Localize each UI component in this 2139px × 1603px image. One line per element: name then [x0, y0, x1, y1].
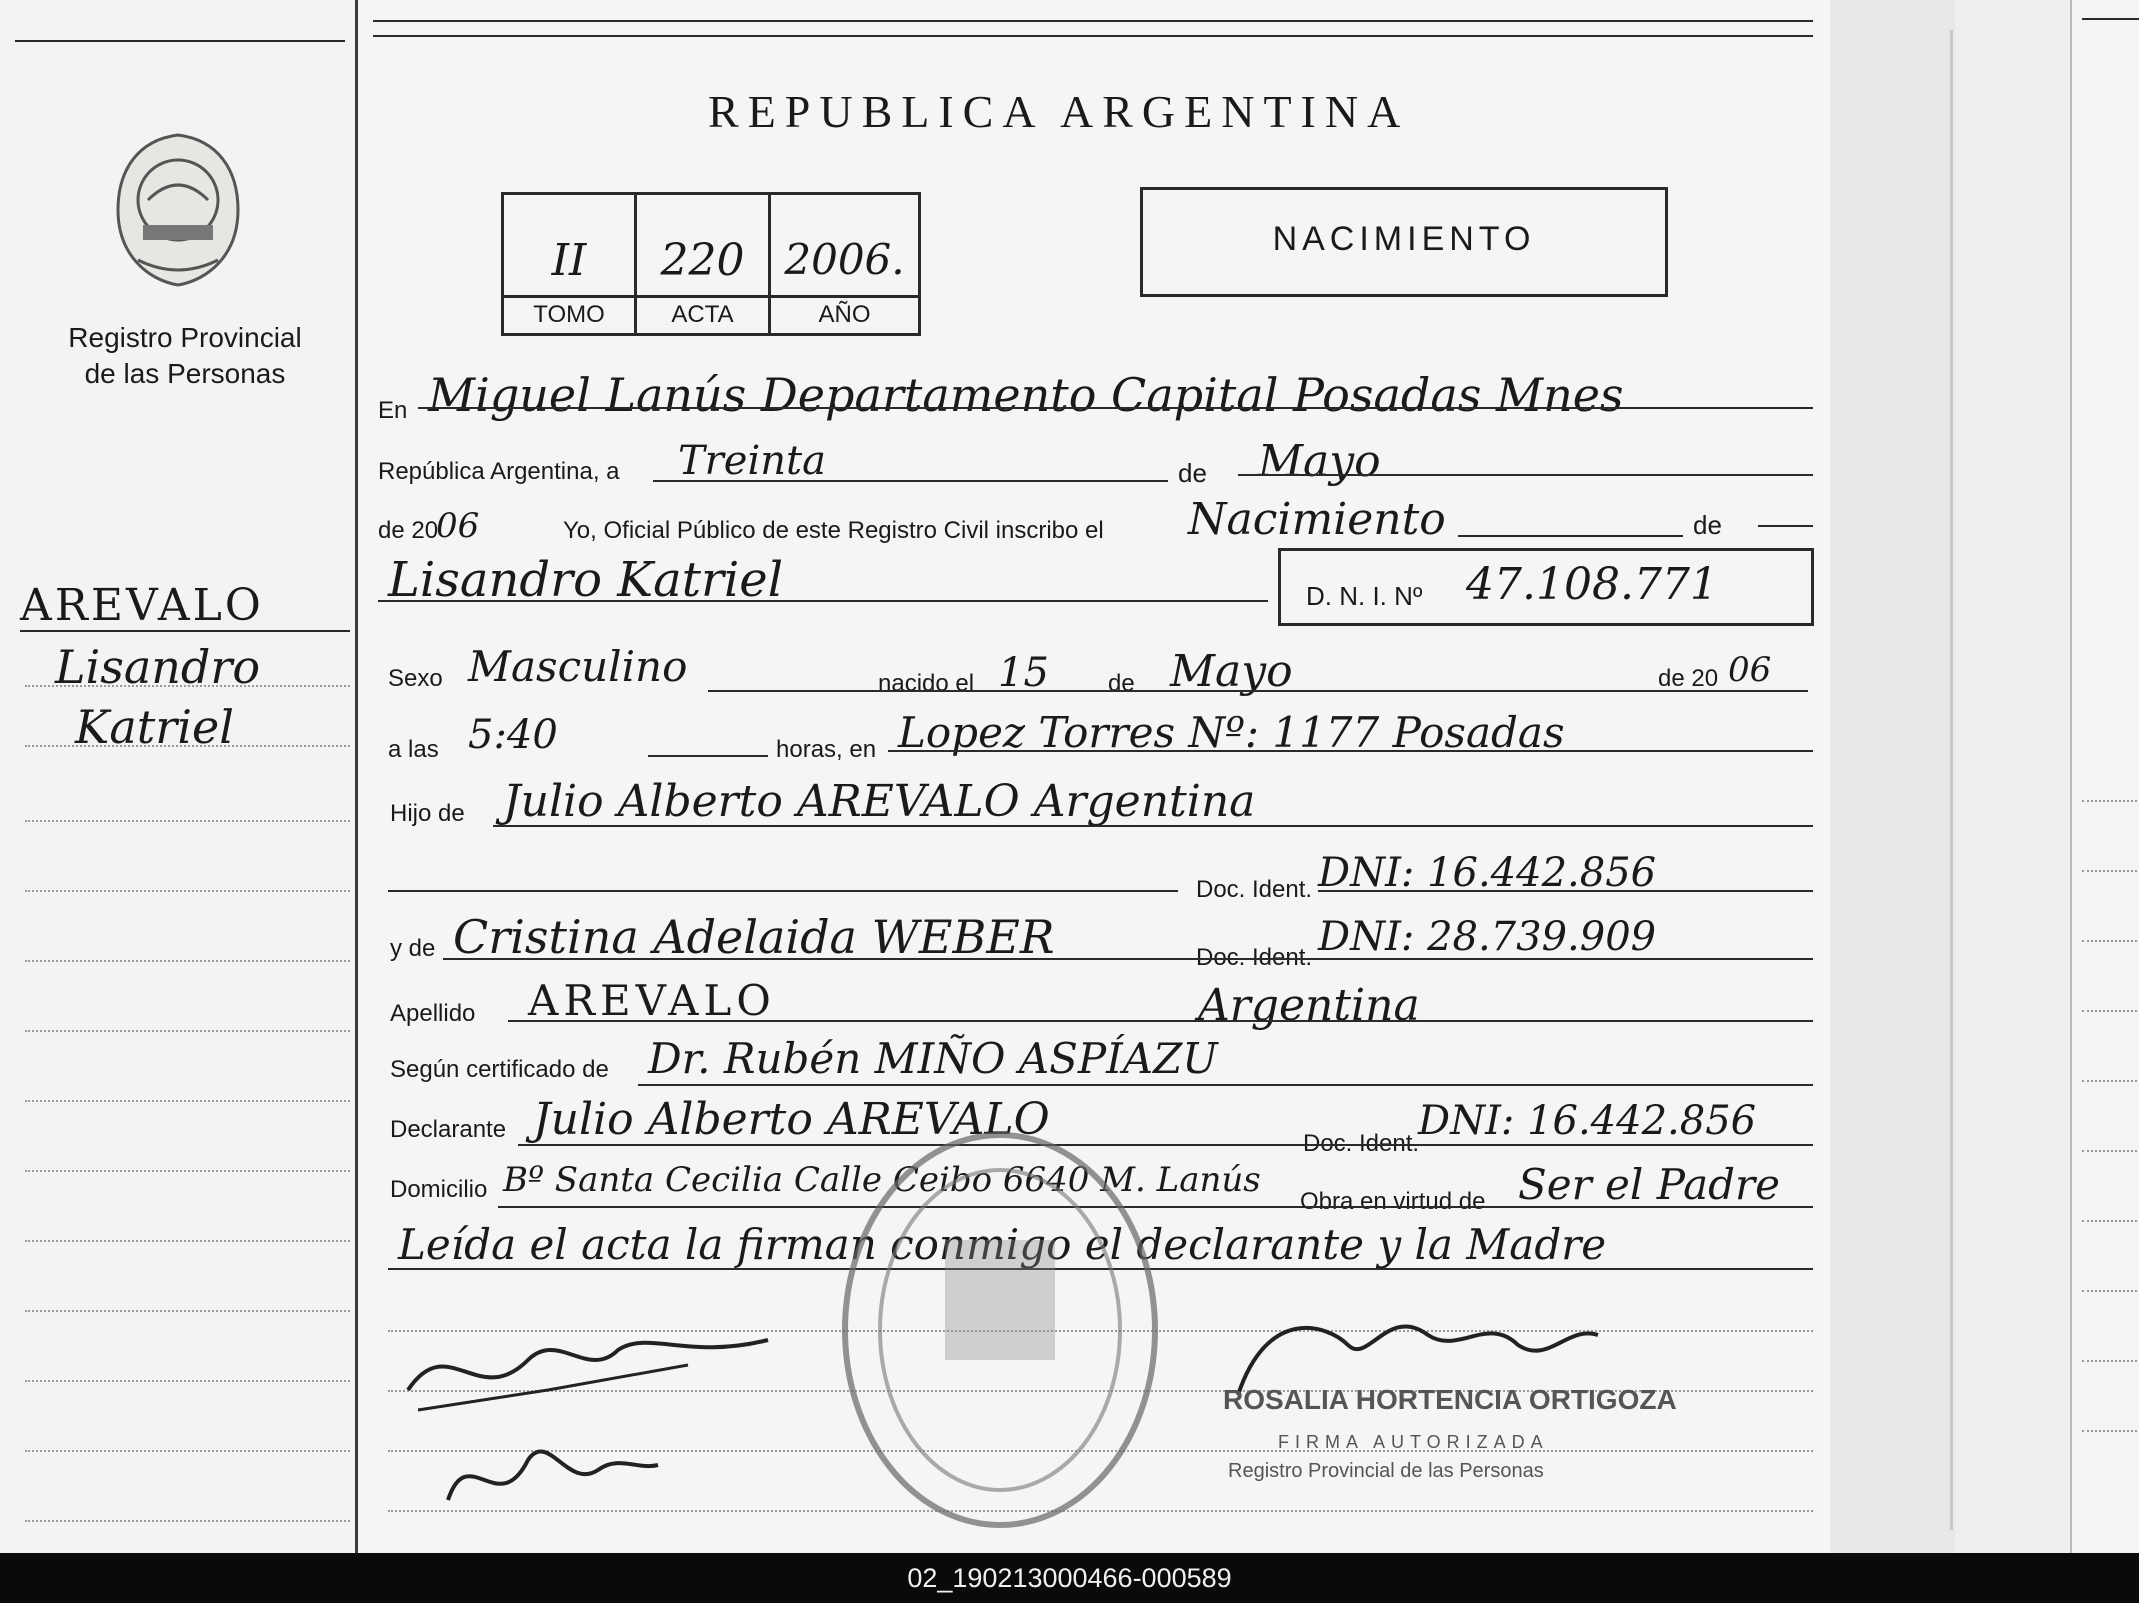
right-page-edge: [2070, 0, 2139, 1553]
dni-box: [1278, 548, 1814, 626]
field-declarant-doc: DNI: 16.442.856: [1418, 1098, 1757, 1144]
label-de-1: de: [1178, 458, 1207, 488]
field-birth-time: 5:40: [468, 712, 558, 758]
field-birth-month: Mayo: [1170, 646, 1293, 697]
field-father-doc: DNI: 16.442.856: [1318, 850, 1657, 896]
field-birth-place: Lopez Torres Nº: 1177 Posadas: [898, 708, 1565, 757]
label-obra-en-virtud: Obra en virtud de: [1300, 1188, 1486, 1215]
field-birth-day: 15: [998, 650, 1049, 696]
label-segun-certificado: Según certificado de: [390, 1056, 609, 1083]
official-stamp-icon: [830, 1120, 1170, 1540]
field-sex: Masculino: [468, 642, 688, 691]
field-year: 06: [436, 506, 480, 546]
field-day: Treinta: [678, 438, 826, 484]
acta-value: 220: [660, 235, 745, 286]
left-margin-panel: [0, 0, 355, 1553]
official-title: FIRMA AUTORIZADA: [1278, 1432, 1549, 1452]
label-de-2: de: [1693, 510, 1722, 540]
label-de20: de 20: [378, 517, 439, 544]
anio-value: 2006.: [784, 235, 905, 284]
label-de-2006: de 20: [1658, 665, 1719, 692]
label-doc-ident-1: Doc. Ident.: [1196, 876, 1313, 903]
registry-name-line2: de las Personas: [84, 358, 286, 389]
label-republica-a: República Argentina, a: [378, 458, 620, 485]
field-child-names: Lisandro Katriel: [388, 552, 784, 608]
image-id: 02_190213000466-000589: [907, 1563, 1232, 1593]
field-month: Mayo: [1258, 436, 1381, 487]
label-de-3: de: [1108, 670, 1135, 697]
label-en: En: [378, 397, 408, 424]
label-doc-ident-2: Doc. Ident.: [1196, 944, 1313, 971]
registry-name-line1: Registro Provincial: [68, 322, 302, 353]
label-yo-oficial: Yo, Oficial Público de este Registro Civil inscribo el: [563, 517, 1104, 544]
label-hijo-de: Hijo de: [390, 800, 465, 827]
field-birth-year: 06: [1728, 650, 1772, 690]
tomo-value: II: [551, 235, 587, 286]
tomo-header: TOMO: [533, 301, 605, 328]
field-father: Julio Alberto AREVALO Argentina: [503, 776, 1256, 827]
top-rule: [15, 40, 345, 42]
field-mother: Cristina Adelaida WEBER: [453, 910, 1055, 964]
field-dni[interactable]: 47.108.771: [1466, 559, 1718, 610]
label-domicilio: Domicilio: [390, 1176, 488, 1203]
label-doc-ident-3: Doc. Ident.: [1303, 1130, 1420, 1157]
top-rule-1: [373, 20, 1813, 22]
margin-surname-rule: [20, 630, 350, 632]
record-type-box: [1140, 187, 1668, 297]
registry-name: [30, 320, 340, 392]
acta-header: ACTA: [671, 301, 734, 328]
official-name: ROSALIA HORTENCIA ORTIGOZA: [1223, 1384, 1677, 1415]
official-office: Registro Provincial de las Personas: [1228, 1460, 1544, 1482]
record-ref-table: [501, 192, 921, 336]
margin-surname: AREVALO: [20, 580, 264, 631]
field-declarant: Julio Alberto AREVALO: [533, 1094, 1050, 1145]
field-place: Miguel Lanús Departamento Capital Posadas Mnes: [428, 368, 1624, 422]
label-apellido: Apellido: [390, 1000, 476, 1027]
province-seal-icon: [108, 130, 248, 290]
anio-header: AÑO: [818, 301, 871, 328]
image-id-bar: [0, 1553, 2139, 1603]
label-sexo: Sexo: [388, 665, 443, 692]
label-a-las: a las: [388, 736, 439, 763]
field-act-type: Nacimiento: [1188, 494, 1446, 545]
top-rule-2: [373, 35, 1813, 37]
field-nationality: Argentina: [1198, 980, 1420, 1031]
label-nacido-el: nacido el: [878, 670, 975, 697]
country-title: REPUBLICA ARGENTINA: [708, 86, 1410, 137]
label-horas-en: horas, en: [776, 736, 877, 763]
field-address: Bº Santa Cecilia Calle Ceibo 6640 M. Lanús: [503, 1160, 1261, 1200]
field-capacity: Ser el Padre: [1518, 1160, 1780, 1209]
margin-given-2: Katriel: [75, 700, 234, 754]
field-closing-text: Leída el acta la firman conmigo el declarante y la Madre: [398, 1220, 1607, 1269]
page-gutter: [1830, 0, 2090, 1553]
birth-certificate: [355, 0, 1833, 1553]
signature-declarant-icon: [388, 1270, 788, 1530]
record-type: NACIMIENTO: [1272, 220, 1536, 258]
field-surname: AREVALO: [528, 976, 776, 1025]
label-dni: D. N. I. Nº: [1306, 581, 1423, 611]
margin-given-1: Lisandro: [55, 640, 261, 694]
label-y-de: y de: [390, 935, 436, 962]
label-declarante: Declarante: [390, 1116, 507, 1143]
field-certifier: Dr. Rubén MIÑO ASPÍAZU: [648, 1034, 1218, 1083]
field-mother-doc: DNI: 28.739.909: [1318, 914, 1657, 960]
